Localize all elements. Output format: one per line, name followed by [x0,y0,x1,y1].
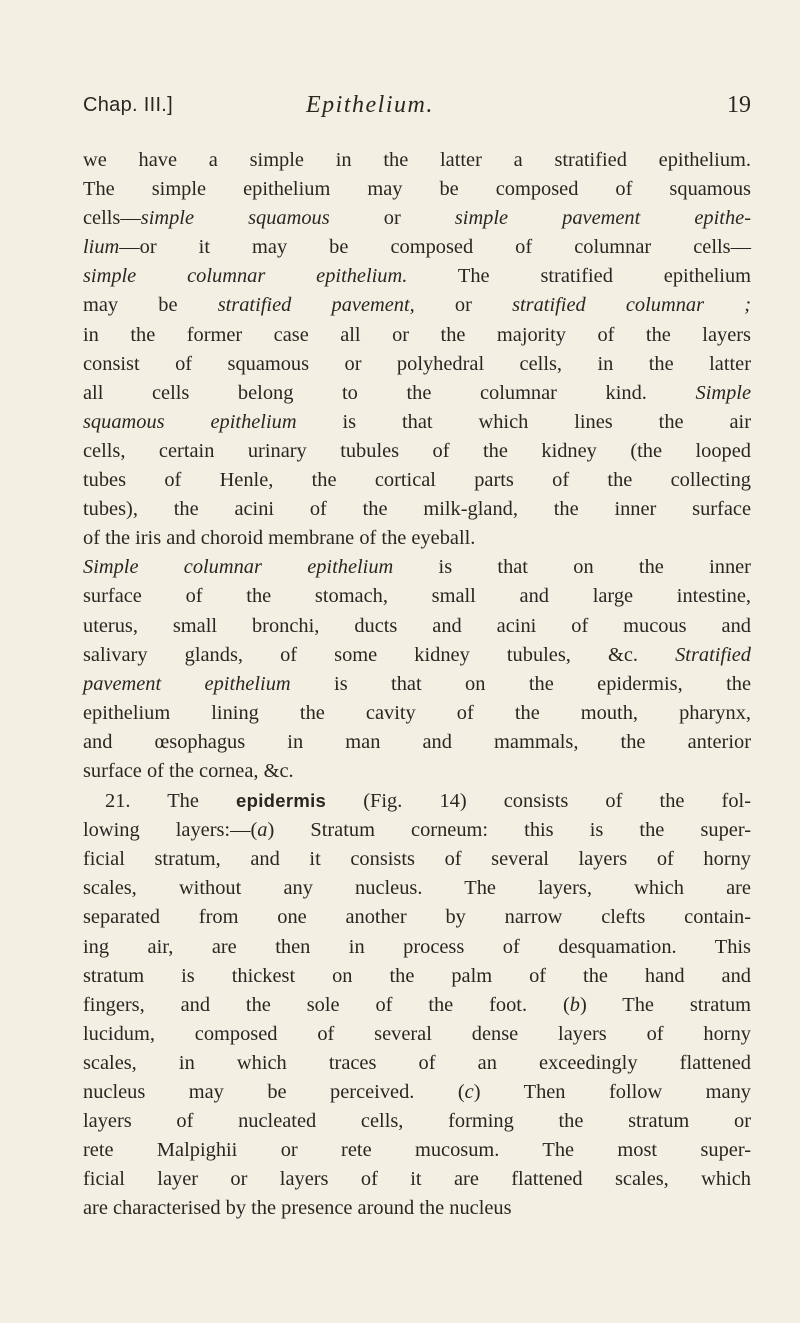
text-line: scales, in which traces of an exceedingly flattened [83,1051,751,1074]
text-line: scales, without any nucleus. The layers, which are [83,877,751,900]
running-header [83,94,751,126]
text-line: surface of the stomach, small and large intestine, [83,585,751,608]
text-line: uterus, small bronchi, ducts and acini of mucous and [83,614,751,637]
text-line: salivary glands, of some kidney tubules, &c. Stratified [83,643,751,666]
text-line: in the former case all or the majority of the layers [83,323,751,346]
text-line: layers of nucleated cells, forming the stratum or [83,1110,751,1133]
text-line: nucleus may be perceived. (c) Then follow many [83,1081,751,1103]
text-line: rete Malpighii or rete mucosum. The most super- [83,1139,751,1162]
text-line: all cells belong to the columnar kind. Simple [83,381,751,404]
text-line: squamous epithelium is that which lines the air [83,410,751,433]
italic-term: lium [83,236,120,259]
text-line: Simple columnar epithelium is that on the inner [83,556,751,579]
italic-term: Stratified [675,643,751,666]
italic-term: stratified pavement, [217,294,415,317]
text-line: we have a simple in the latter a stratified epithelium. [83,149,751,171]
italic-term: simple squamous [140,207,330,230]
text-line: and œsophagus in man and mammals, the anterior [83,730,751,753]
text-line: lowing layers:—(a) Stratum corneum: this is the super- [83,819,751,842]
text-line: lium—or it may be composed of columnar cells— [83,236,751,259]
text-line: are characterised by the presence around the nucleus [83,1197,512,1220]
text-line: separated from one another by narrow clefts contain- [83,906,751,929]
page-number: 19 [727,92,751,118]
text-line: fingers, and the sole of the foot. (b) The stratum [83,993,752,1016]
italic-term: squamous epithelium [83,410,297,433]
italic-term: stratified columnar ; [512,294,752,317]
text-line: The simple epithelium may be composed of squamous [83,178,751,201]
text-line: cells, certain urinary tubules of the kidney (the looped [83,439,751,462]
italic-term: Simple [695,381,751,404]
body-text [83,146,751,1223]
bold-term: epidermis [236,790,327,812]
text-line: tubes), the acini of the milk-gland, the inner surface [83,498,751,521]
italic-term: c [464,1081,474,1103]
italic-term: a [257,819,268,842]
italic-term: pavement epithelium [83,672,291,695]
italic-term: b [569,993,580,1016]
text-line: ficial stratum, and it consists of several layers of horny [83,848,751,871]
text-line: ing air, are then in process of desquamation. This [83,935,751,958]
italic-term: simple columnar epithelium. [83,265,408,288]
italic-term: Simple columnar epithelium [83,556,394,579]
italic-term: simple pavement epithe- [454,207,751,230]
text-line: stratum is thickest on the palm of the hand and [83,964,751,987]
text-line: pavement epithelium is that on the epidermis, the [83,672,751,695]
text-line: cells—simple squamous or simple pavement epithe- [83,207,751,230]
running-title: Epithelium. [306,92,434,118]
text-line: may be stratified pavement, or stratified columnar ; [83,294,752,317]
text-line: consist of squamous or polyhedral cells, in the latter [83,352,751,375]
text-line: surface of the cornea, &c. [83,759,294,782]
text-line: ficial layer or layers of it are flattened scales, which [83,1168,751,1191]
text-line: tubes of Henle, the cortical parts of the collecting [83,469,751,492]
text-line: of the iris and choroid membrane of the eyeball. [83,527,476,550]
text-line: epithelium lining the cavity of the mouth, pharynx, [83,701,751,724]
text-line: simple columnar epithelium. The stratified epithelium [83,265,752,288]
text-line: 21. The epidermis (Fig. 14) consists of the fol- [105,790,751,813]
text-line: lucidum, composed of several dense layers of horny [83,1022,751,1045]
chapter-label: Chap. III.] [83,94,174,116]
